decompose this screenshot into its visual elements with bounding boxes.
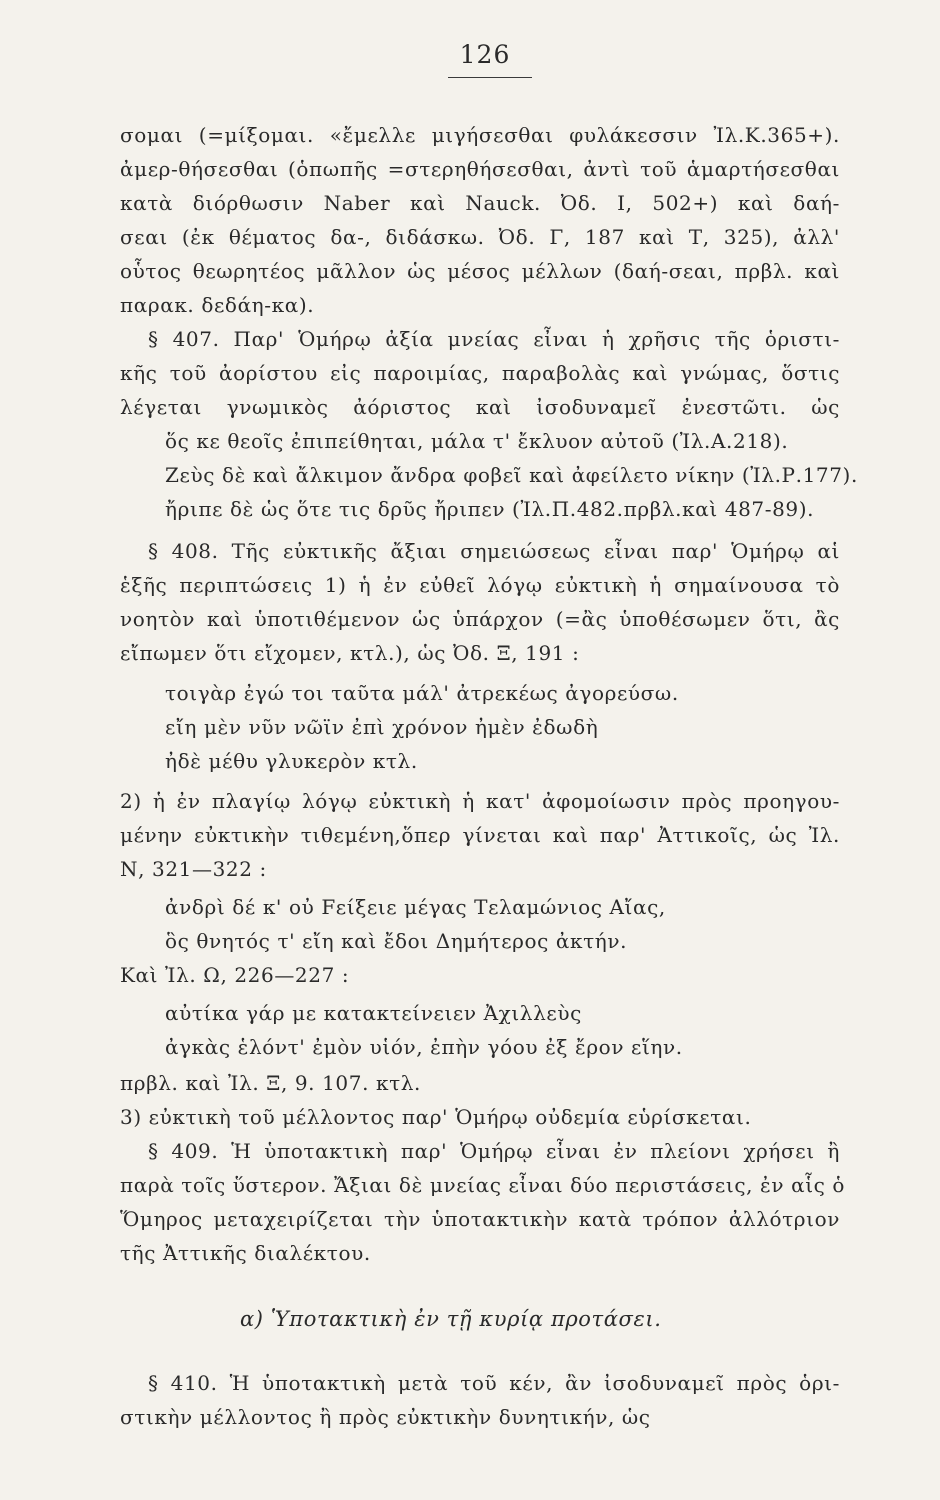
quote-line: ἀγκὰς ἑλόντ' ἐμὸν υἱόν, ἐπὴν γόου ἐξ ἔρον εἵην. [165,1035,683,1059]
section-409-start: § 409. Ἡ ὑποτακτικὴ παρ' Ὁμήρῳ εἶναι ἐν πλείονι χρήσει ἢ [148,1139,840,1163]
text-line: παρὰ τοῖς ὕστερον. Ἄξιαι δὲ μνείας εἶναι δύο περιστάσεις, ἐν αἷς ὁ [120,1173,846,1197]
text-line: οὗτος θεωρητέος μᾶλλον ὡς μέσος μέλλων (δαή-σεαι, πρβλ. καὶ [120,259,840,283]
page-number: 126 [459,40,511,69]
text-line: εἴπωμεν ὅτι εἴχομεν, κτλ.), ὡς Ὀδ. Ξ, 191 : [120,641,580,665]
quote-line: τοιγὰρ ἐγώ τοι ταῦτα μάλ' ἀτρεκέως ἀγορεύσω. [165,681,679,705]
text-line: σεαι (ἐκ θέματος δα-, διδάσκω. Ὀδ. Γ, 187 καὶ Τ, 325), ἀλλ' [120,225,840,249]
text-line: νοητὸν καὶ ὑποτιθέμενον ὡς ὑπάρχον (=ἂς ὑποθέσωμεν ὅτι, ἂς [120,607,840,631]
text-line: μένην εὐκτικὴν τιθεμένη,ὅπερ γίνεται καὶ παρ' Ἀττικοῖς, ὡς Ἰλ. [120,823,840,847]
text-line: παρακ. δεδάη-κα). [120,293,315,317]
quote-line: ἀνδρὶ δέ κ' οὐ Fείξειε μέγας Τελαμώνιος Αἴας, [165,895,666,919]
section-410-start: § 410. Ἡ ὑποτακτικὴ μετὰ τοῦ κέν, ἂν ἰσοδυναμεῖ πρὸς ὁρι- [148,1371,840,1395]
text-line: 2) ἡ ἐν πλαγίῳ λόγῳ εὐκτικὴ ἡ κατ' ἀφομοίωσιν πρὸς προηγου- [120,789,840,813]
quote-line: Ζεὺς δὲ καὶ ἄλκιμον ἄνδρα φοβεῖ καὶ ἀφείλετο νίκην (Ἰλ.Ρ.177). [165,463,858,487]
text-line: στικὴν μέλλοντος ἢ πρὸς εὐκτικὴν δυνητικήν, ὡς [120,1405,651,1429]
text-line: 3) εὐκτικὴ τοῦ μέλλοντος παρ' Ὁμήρῳ οὐδεμία εὑρίσκεται. [120,1105,752,1129]
text-line: Ν, 321—322 : [120,857,267,881]
quote-line: αὐτίκα γάρ με κατακτείνειεν Ἀχιλλεὺς [165,1001,582,1025]
quote-line: ἤριπε δὲ ὡς ὅτε τις δρῦς ἤριπεν (Ἰλ.Π.482.πρβλ.καὶ 487-89). [165,497,815,521]
text-line: σομαι (=μίξομαι. «ἔμελλε μιγήσεσθαι φυλάκεσσιν Ἰλ.Κ.365+). [120,123,840,147]
text-line: πρβλ. καὶ Ἰλ. Ξ, 9. 107. κτλ. [120,1071,421,1095]
text-line: ἑξῆς περιπτώσεις 1) ἡ ἐν εὐθεῖ λόγῳ εὐκτικὴ ἡ σημαίνουσα τὸ [120,573,840,597]
quote-line: εἴη μὲν νῦν νῶϊν ἐπὶ χρόνον ἠμὲν ἐδωδὴ [165,715,599,739]
text-line: κῆς τοῦ ἀορίστου εἰς παροιμίας, παραβολὰς καὶ γνώμας, ὅστις [120,361,840,385]
text-line: Καὶ Ἰλ. Ω, 226—227 : [120,963,350,987]
quote-line: ὃς θνητός τ' εἴη καὶ ἔδοι Δημήτερος ἀκτήν. [165,929,628,953]
text-line: τῆς Ἀττικῆς διαλέκτου. [120,1241,371,1265]
quote-line: ὅς κε θεοῖς ἐπιπείθηται, μάλα τ' ἔκλυον αὐτοῦ (Ἰλ.Α.218). [165,429,789,453]
text-line: Ὅμηρος μεταχειρίζεται τὴν ὑποτακτικὴν κατὰ τρόπον ἀλλότριον [120,1207,840,1231]
text-line: ἀμερ-θήσεσθαι (ὁπωπῆς =στερηθήσεσθαι, ἀντὶ τοῦ ἁμαρτήσεσθαι [120,157,840,181]
text-line: κατὰ διόρθωσιν Naber καὶ Nauck. Ὀδ. I, 502+) καὶ δαή- [120,191,840,215]
page-number-rule [448,77,532,78]
subsection-heading: α) Ὑποτακτικὴ ἐν τῇ κυρίᾳ προτάσει. [240,1307,662,1331]
section-408-start: § 408. Τῆς εὐκτικῆς ἄξιαι σημειώσεως εἶναι παρ' Ὁμήρῳ αἱ [148,539,840,563]
quote-line: ἠδὲ μέθυ γλυκερὸν κτλ. [165,749,418,773]
text-line: λέγεται γνωμικὸς ἀόριστος καὶ ἰσοδυναμεῖ ἐνεστῶτι. ὡς [120,395,840,419]
section-407-start: § 407. Παρ' Ὁμήρῳ ἀξία μνείας εἶναι ἡ χρῆσις τῆς ὁριστι- [148,327,840,351]
